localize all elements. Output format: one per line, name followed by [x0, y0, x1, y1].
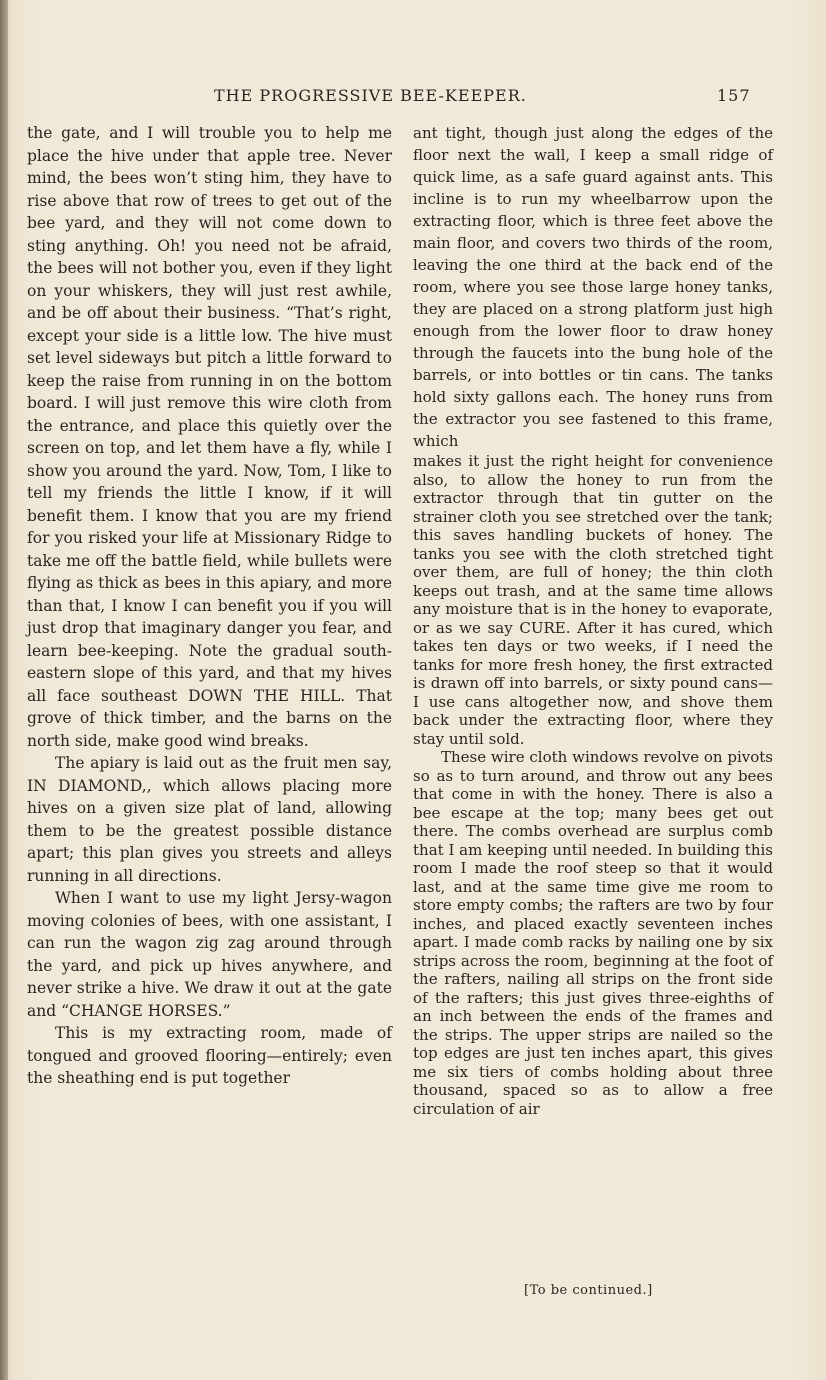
paragraph: ant tight, though just along the edges of the floor next the wall, I keep a small ridge of quick lime, as a safe guard against ants. This incline is to run my wheelbarrow upon the extracting floor, which is three feet above the main floor, and covers two thirds of the room, leaving the one third at the back end of the room, where you see those large honey tanks, they are placed on a strong platform just high enough from the lower floor to draw honey through the faucets into the bung hole of the barrels, or into bottles or tin cans. The tanks hold sixty gallons each. The honey runs from the extractor you see fastened to this frame, which: [413, 124, 773, 450]
running-title: THE PROGRESSIVE BEE-KEEPER.: [214, 86, 527, 105]
left-column: [27, 122, 392, 1090]
paragraph: When I want to use my light Jersy-wagon moving colonies of bees, with one assistant, I can run the wagon zig zag around through the yard, and pick up hives anywhere, and never strike a hive. We draw it out at the gate and “CHANGE HORSES.”: [27, 889, 392, 1020]
paragraph: makes it just the right height for convenience also, to allow the honey to run from the extractor through that tin gutter on the strainer cloth you see stretched over the tank; this saves handling buckets of honey. The tanks you see with the cloth stretched tight over them, are full of honey; the thin cloth keeps out trash, and at the same time allows any moisture that is in the honey to evaporate, or as we say CURE. After it has cured, which takes ten days or two weeks, if I need the tanks for more fresh honey, the first extracted is drawn off into barrels, or sixty pound cans—I use cans altogether now, and shove them back under the extracting floor, where they stay until sold.: [413, 452, 773, 748]
right-column: [413, 122, 773, 1118]
page-number: 157: [717, 86, 751, 105]
paragraph: These wire cloth windows revolve on pivots so as to turn around, and throw out any bees that come in with the honey. There is also a bee escape at the top; many bees get out there. The combs overhead are surplus comb that I am keeping until needed. In building this room I made the roof steep so that it would last, and at the same time give me room to store empty combs; the rafters are two by four inches, and placed exactly seventeen inches apart. I made comb racks by nailing one by six strips across the room, beginning at the foot of the rafters, nailing all strips on the front side of the rafters; this just gives three-eighths of an inch between the ends of the frames and the strips. The upper strips are nailed so the top edges are just ten inches apart, this gives me six tiers of combs holding about three thousand, spaced so as to allow a free circulation of air: [413, 748, 773, 1118]
page-header: [0, 86, 826, 108]
paragraph: The apiary is laid out as the fruit men say, IN DIAMOND,, which allows placing more hives on a given size plat of land, allowing them to be the greatest possible distance apart; this plan gives you streets and alleys running in all directions.: [27, 754, 392, 885]
paragraph: This is my extracting room, made of tongued and grooved flooring—entirely; even the sheathing end is put together: [27, 1024, 392, 1087]
book-spine-edge: [0, 0, 8, 1380]
paragraph: the gate, and I will trouble you to help me place the hive under that apple tree. Never mind, the bees won’t sting him, they have to rise above that row of trees to get out of the bee yard, and they will not come down to sting anything. Oh! you need not be afraid, the bees will not bother you, even if they light on your whiskers, they will just rest awhile, and be off about their business. “That’s right, except your side is a little low. The hive must set level sideways but pitch a little forward to keep the raise from running in on the bottom board. I will just remove this wire cloth from the entrance, and place this quietly over the screen on top, and let them have a fly, while I show you around the yard. Now, Tom, I like to tell my friends the little I know, if it will benefit them. I know that you are my friend for you risked your life at Missionary Ridge to take me off the battle field, while bullets were flying as thick as bees in this apiary, and more than that, I know I can benefit you if you will just drop that imaginary danger you fear, and learn bee-keeping. Note the gradual south-eastern slope of this yard, and that my hives all face southeast DOWN THE HILL. That grove of thick timber, and the barns on the north side, make good wind breaks.: [27, 124, 392, 750]
continued-note: [To be continued.]: [524, 1283, 653, 1298]
